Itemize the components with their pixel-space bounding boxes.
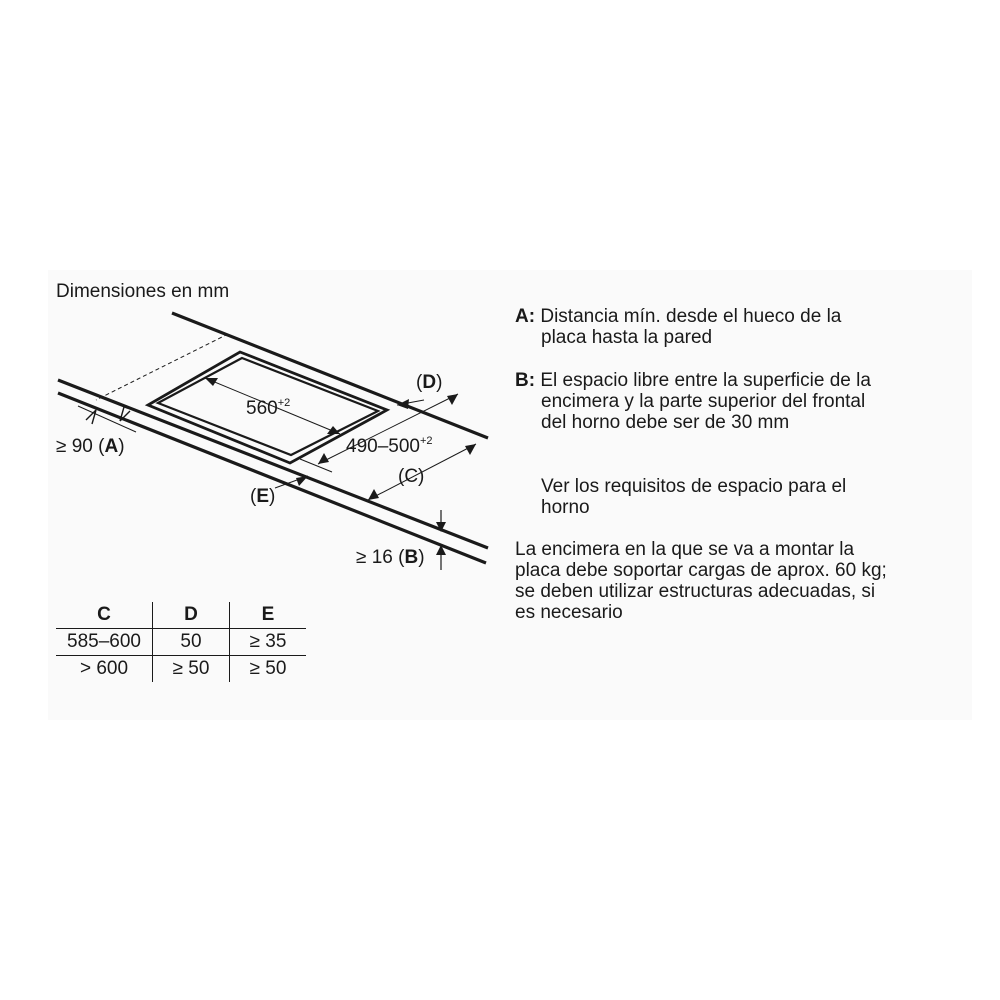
note-load-line2: placa debe soportar cargas de aprox. 60 kg; [515, 560, 887, 581]
a-close: ) [118, 436, 125, 457]
e-key: E [256, 486, 270, 507]
width-label [246, 392, 290, 420]
b-label [356, 547, 425, 569]
note-b-line1: El espacio libre entre la superficie de la [540, 370, 871, 391]
d-label [416, 372, 442, 394]
a-value: ≥ 90 ( [56, 436, 105, 457]
note-b-line3: del horno debe ser de 30 mm [541, 412, 790, 433]
table-header-e: E [230, 602, 307, 629]
dim-width-arrow-left [205, 378, 218, 386]
note-a-key: A: [515, 306, 536, 327]
d-close: ) [436, 372, 443, 393]
table-row [56, 656, 306, 683]
table-cell: 50 [153, 629, 230, 656]
table-cell: ≥ 50 [249, 658, 287, 679]
table-header-d: D [153, 602, 230, 629]
depth-tolerance: +2 [419, 435, 433, 447]
note-load [515, 539, 887, 623]
dim-depth-arrow-top [447, 394, 458, 405]
dim-c-arrow-top [465, 444, 476, 455]
note-load-line1: La encimera en la que se va a montar la [515, 539, 855, 560]
depth-label [346, 430, 433, 458]
d-key: D [422, 372, 437, 393]
table-header-c: C [56, 602, 153, 629]
table-cell: > 600 [56, 656, 153, 683]
note-load-line4: es necesario [515, 602, 623, 623]
dimensions-table [56, 602, 306, 682]
e-open: ( [250, 486, 257, 507]
width-value: 560 [246, 398, 278, 419]
b-close: ) [418, 547, 425, 568]
dim-c-arrow-bottom [368, 489, 379, 500]
dim-depth-arrow-bottom [318, 453, 329, 464]
note-oven-line2: horno [541, 497, 590, 518]
c-label: (C) [398, 466, 425, 487]
note-a [515, 306, 841, 348]
table-cell: ≥ 50 [153, 656, 230, 683]
note-b-key: B: [515, 370, 536, 391]
e-close: ) [269, 486, 276, 507]
note-b [515, 370, 871, 433]
note-b-line2: encimera y la parte superior del frontal [541, 391, 866, 412]
dim-e-arrow [296, 476, 308, 486]
b-key: B [404, 547, 419, 568]
note-a-line2: placa hasta la pared [541, 327, 713, 348]
wall-dashed-line [96, 334, 228, 400]
depth-value: 490–500 [346, 436, 420, 457]
d-open: ( [416, 372, 423, 393]
a-key: A [104, 436, 119, 457]
table-row [56, 629, 306, 656]
note-load-line3: se deben utilizar estructuras adecuadas, si [515, 581, 876, 602]
table-header-row [56, 602, 306, 629]
dimensions-title: Dimensiones en mm [56, 281, 230, 302]
table-cell: 585–600 [56, 629, 153, 656]
note-oven [541, 476, 846, 518]
table-cell: ≥ 35 [230, 629, 307, 656]
width-tolerance: +2 [277, 397, 291, 409]
note-oven-line1: Ver los requisitos de espacio para el [541, 476, 847, 497]
b-value: ≥ 16 ( [356, 547, 405, 568]
a-label [56, 436, 125, 458]
e-label [250, 486, 275, 508]
note-a-line1: Distancia mín. desde el hueco de la [540, 306, 842, 327]
